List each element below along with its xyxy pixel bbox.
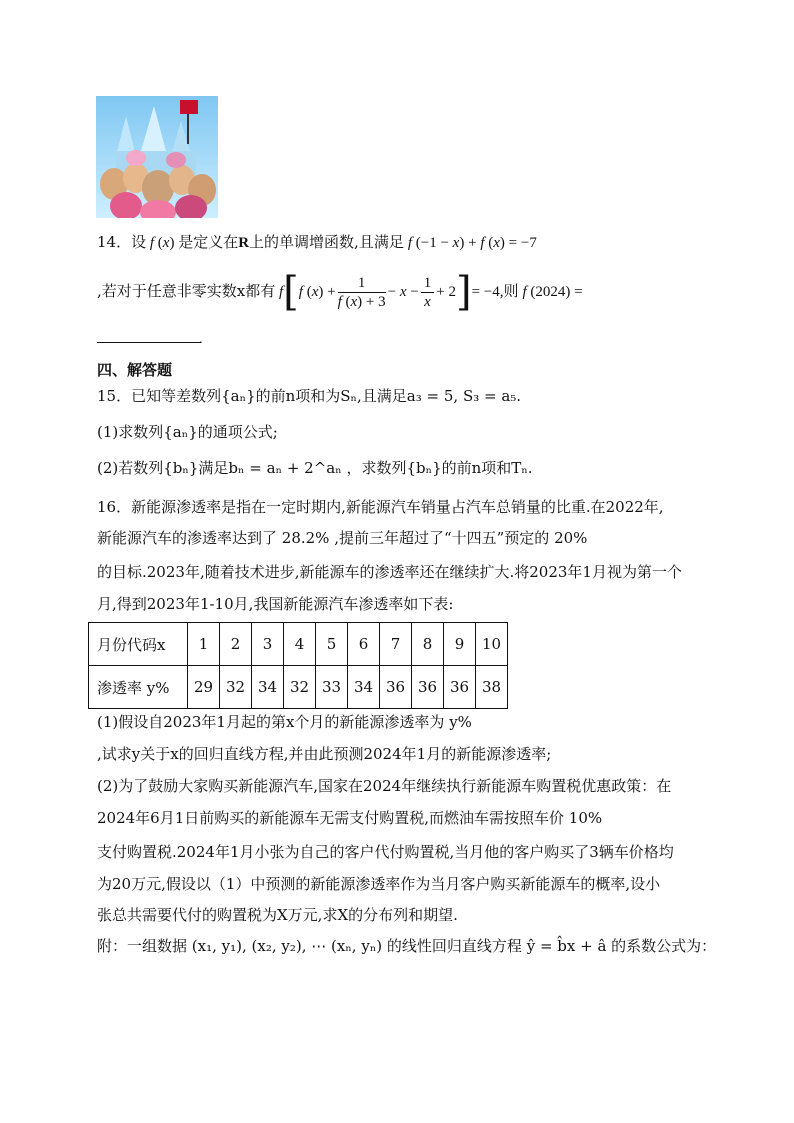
table-cell: 7 bbox=[380, 623, 412, 666]
table-cell: 32 bbox=[284, 666, 316, 709]
q14-line1: 14．设 f (x) 是定义在R上的单调增函数,且满足 f (−1 − x) + f (x) = −7 bbox=[97, 233, 537, 251]
table-cell: 36 bbox=[444, 666, 476, 709]
q14-line2: ,若对于任意非零实数x都有 f[f (x) + $\frac{1}{f (x) + 3}$ − x − $\frac{1}{x}$ + 2]= −4,则 f (2024) = bbox=[97, 269, 583, 315]
q16-part1a: (1)假设自2023年1月起的第x个月的新能源渗透率为 y% bbox=[97, 713, 472, 731]
q16-line1: 16．新能源渗透率是指在一定时期内,新能源汽车销量占汽车总销量的比重.在2022年, bbox=[97, 498, 664, 516]
q16-part2c: 支付购置税.2024年1月小张为自己的客户代付购置税,当月他的客户购买了3辆车价格均 bbox=[97, 843, 674, 861]
q15-stem: 15．已知等差数列{aₙ}的前n项和为Sₙ,且满足a₃ = 5, S₃ = a₅. bbox=[97, 387, 522, 405]
q16-part2d: 为20万元,假设以（1）中预测的新能源渗透率作为当月客户购买新能源车的概率,设小 bbox=[97, 875, 661, 893]
table-cell: 29 bbox=[188, 666, 220, 709]
q15-part2: (2)若数列{bₙ}满足bₙ = aₙ + 2^aₙ ，求数列{bₙ}的前n项和Tₙ. bbox=[97, 459, 533, 477]
penetration-table bbox=[88, 622, 508, 709]
q16-line3: 的目标.2023年,随着技术进步,新能源车的渗透率还在继续扩大.将2023年1月视为第一个 bbox=[97, 563, 682, 581]
q14-mid1: 是定义在 bbox=[178, 233, 239, 251]
q16-line4: 月,得到2023年1-10月,我国新能源汽车渗透率如下表: bbox=[97, 595, 454, 613]
section-title: 四、解答题 bbox=[97, 361, 173, 379]
q16-part1b: ,试求y关于x的回归直线方程,并由此预测2024年1月的新能源渗透率; bbox=[97, 745, 552, 763]
q16-note: 附：一组数据 (x₁, y₁), (x₂, y₂), ⋯ (xₙ, yₙ) 的线性回归直线方程 ŷ = b̂x + â 的系数公式为： bbox=[97, 937, 717, 955]
table-cell: 6 bbox=[348, 623, 380, 666]
table-cell: 1 bbox=[188, 623, 220, 666]
q16-part2e: 张总共需要代付的购置税为X万元,求X的分布列和期望. bbox=[97, 906, 458, 924]
real-set-symbol: R bbox=[238, 235, 250, 251]
q14-equation-result: = −4,则 bbox=[471, 284, 519, 300]
table-cell: 3 bbox=[252, 623, 284, 666]
table-cell: 34 bbox=[348, 666, 380, 709]
table-cell: 2 bbox=[220, 623, 252, 666]
q16-part2b: 2024年6月1日前购买的新能源车无需支付购置税,而燃油车需按照车价 10% bbox=[97, 809, 603, 827]
illustration-image bbox=[96, 96, 218, 218]
table-cell: 38 bbox=[476, 666, 508, 709]
table-cell: 10 bbox=[476, 623, 508, 666]
q15-part1: (1)求数列{aₙ}的通项公式; bbox=[97, 423, 278, 441]
q16-line2: 新能源汽车的渗透率达到了 28.2% ,提前三年超过了“十四五”预定的 20% bbox=[97, 529, 588, 547]
q14-condition: ,若对于任意非零实数x都有 bbox=[97, 282, 276, 300]
table-header-y: 渗透率 y% bbox=[89, 666, 188, 709]
blank-period: . bbox=[199, 332, 203, 346]
table-cell: 9 bbox=[444, 623, 476, 666]
q14-prefix: 14．设 bbox=[97, 233, 147, 251]
table-row bbox=[89, 623, 508, 666]
table-cell: 36 bbox=[412, 666, 444, 709]
q16-part2a: (2)为了鼓励大家购买新能源汽车,国家在2024年继续执行新能源车购置税优惠政策：在 bbox=[97, 777, 672, 795]
table-cell: 34 bbox=[252, 666, 284, 709]
table-cell: 5 bbox=[316, 623, 348, 666]
table-cell: 33 bbox=[316, 666, 348, 709]
q14-mid2: 上的单调增函数,且满足 bbox=[249, 233, 404, 251]
table-cell: 4 bbox=[284, 623, 316, 666]
table-cell: 8 bbox=[412, 623, 444, 666]
table-cell: 32 bbox=[220, 666, 252, 709]
table-row bbox=[89, 666, 508, 709]
table-cell: 36 bbox=[380, 666, 412, 709]
table-header-x: 月份代码x bbox=[89, 623, 188, 666]
answer-blank[interactable] bbox=[97, 342, 201, 343]
